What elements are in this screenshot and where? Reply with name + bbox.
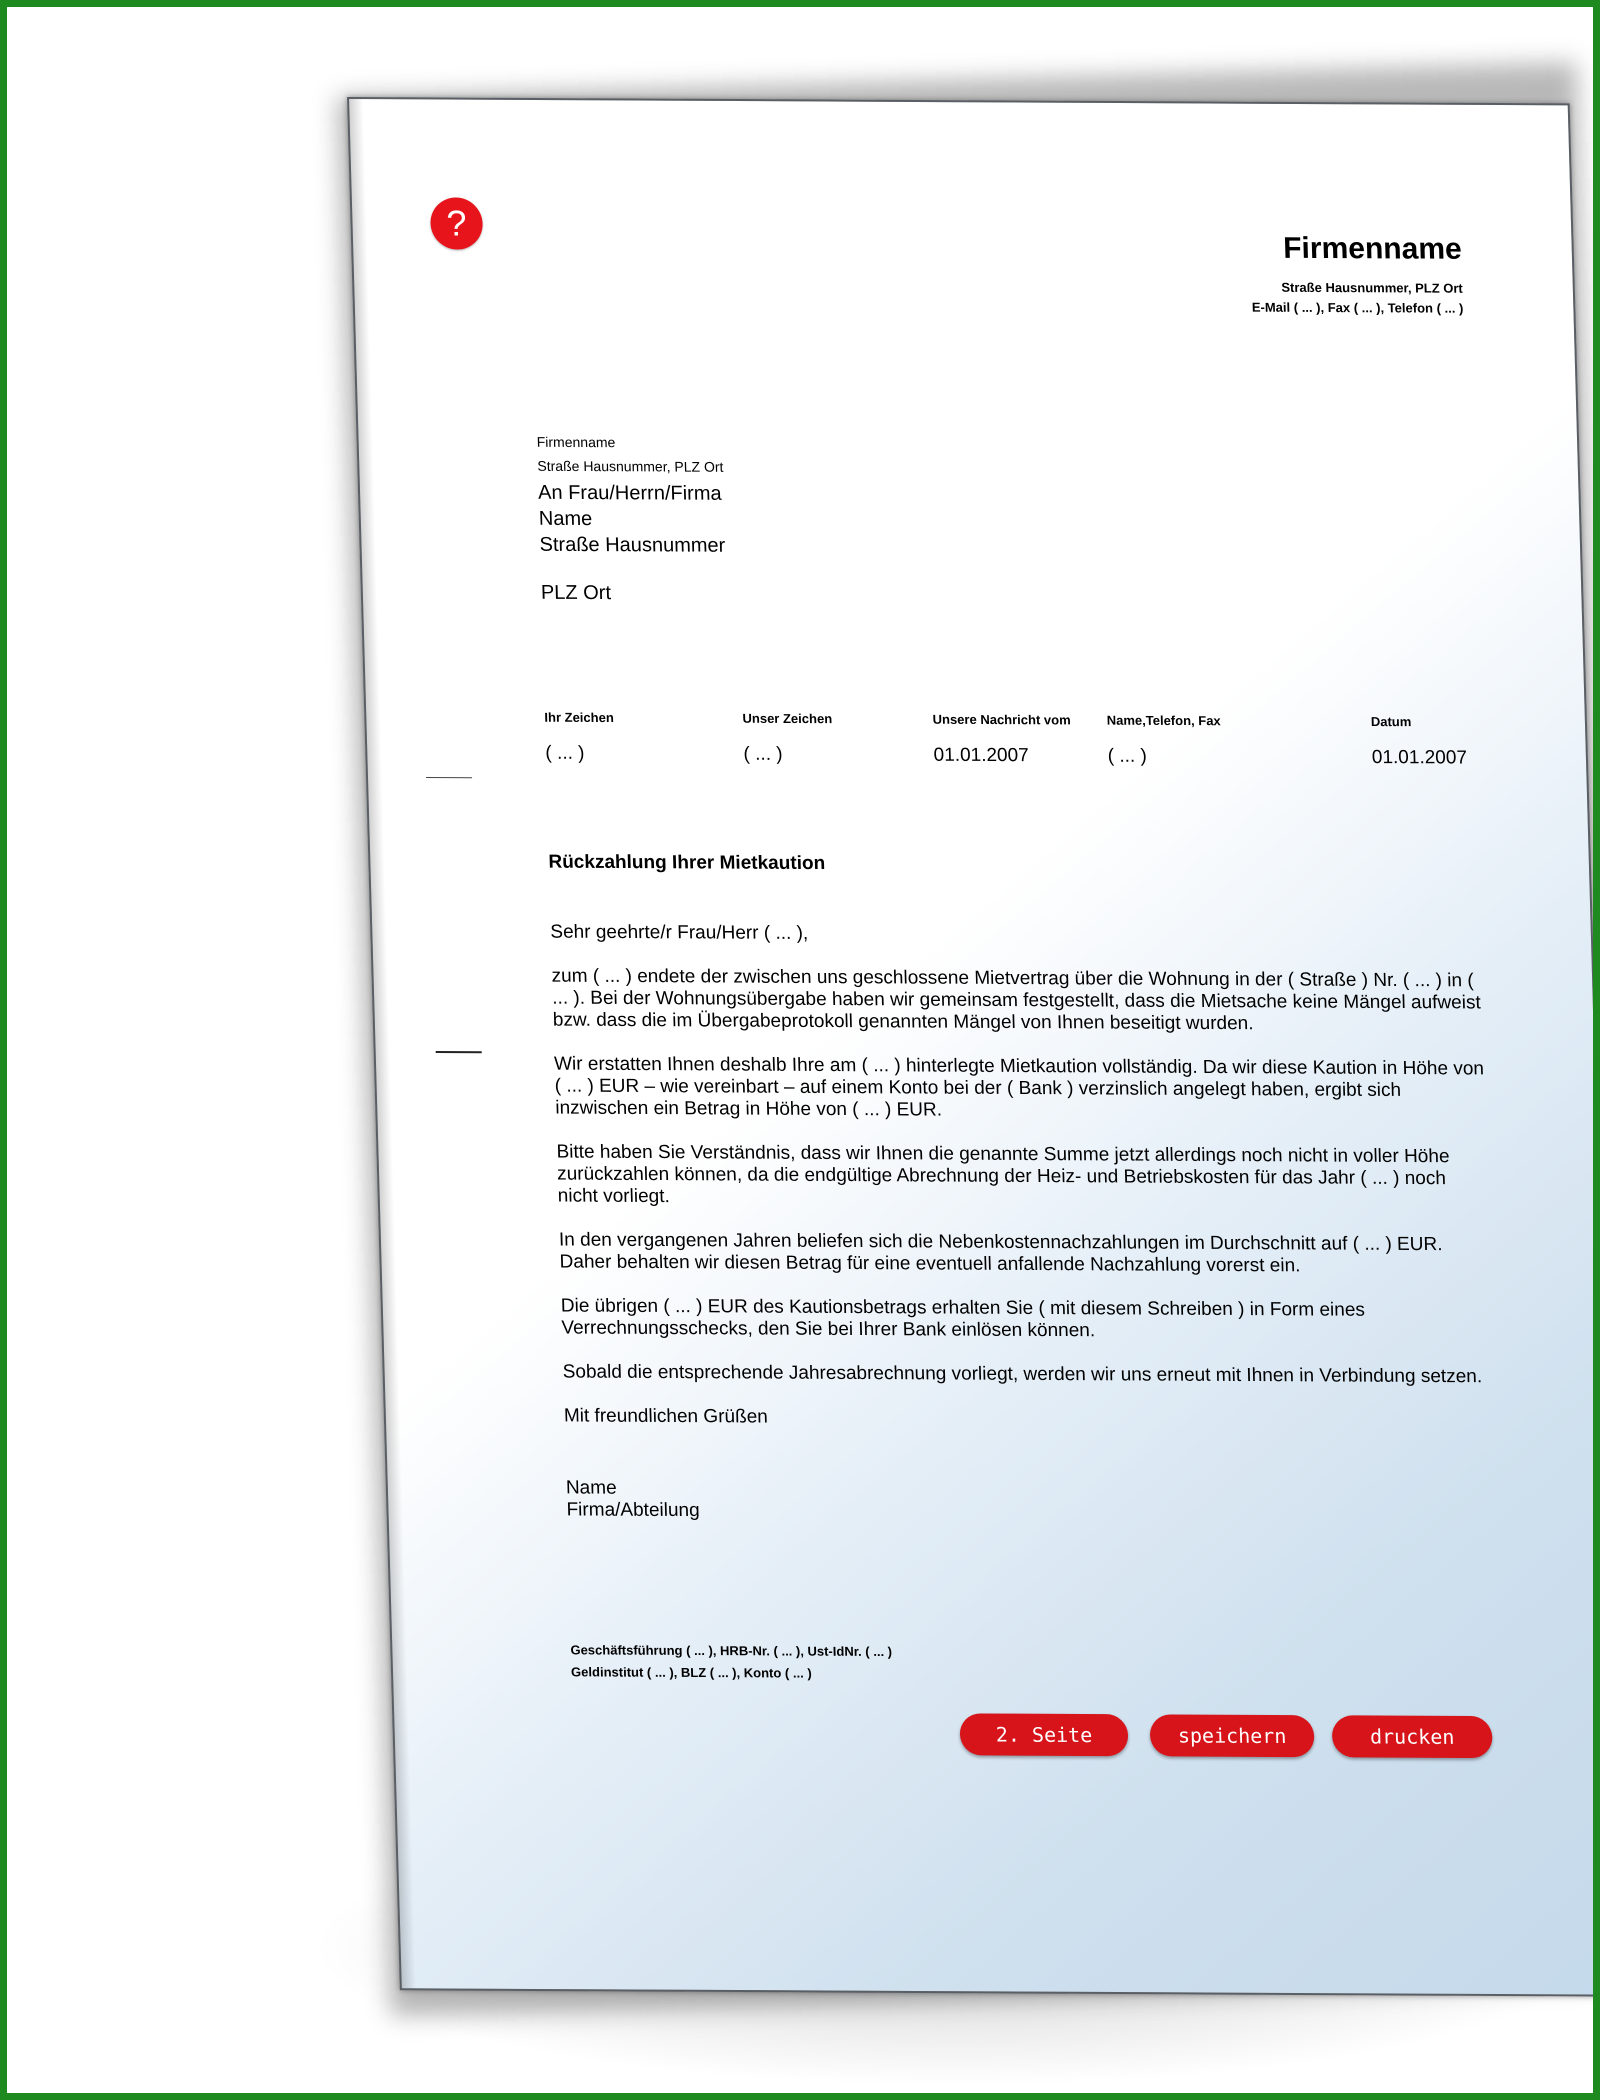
reference-unsere-nachricht (932, 712, 1072, 768)
letter-body (550, 922, 1495, 1455)
recipient-address (538, 480, 727, 607)
reference-line (544, 710, 1487, 795)
recipient-salutation-line: An Frau/Herrn/Firma (537, 481, 722, 505)
reference-label: Datum (1370, 714, 1412, 730)
letter-paragraph: Wir erstatten Ihnen deshalb Ihre am ( ... ) hinterlegte Mietkaution vollständig. Da wir diese Kaution in Höhe von ( ... ) EUR – wie vereinbart – auf einem Konto bei der ( Bank ) verzinslich angelegt haben, ergibt sich inzwischen ein Betrag in Höhe von ( ... ) EUR. (553, 1053, 1485, 1121)
sender-line (536, 430, 723, 479)
reference-date (1371, 714, 1468, 769)
letterhead-company: Firmenname (1282, 231, 1463, 266)
reference-value: ( ... ) (743, 743, 783, 765)
recipient-name: Name (538, 507, 593, 531)
letter-page (347, 97, 1600, 1997)
reference-unser-zeichen (742, 711, 833, 766)
letter-footer (570, 1639, 893, 1685)
letter-paragraph: Sobald die entsprechende Jahresabrechnung vorliegt, werden wir uns erneut mit Ihnen in Verbindung setzen. (562, 1361, 1483, 1388)
recipient-street: Straße Hausnummer (539, 533, 726, 557)
reference-label: Unser Zeichen (742, 710, 833, 727)
save-button[interactable]: speichern (1149, 1714, 1314, 1757)
letter-paragraph: zum ( ... ) endete der zwischen uns geschlossene Mietvertrag über die Wohnung in der ( Straße ) Nr. ( ... ) in ( ... ). Bei der Wohnungsübergabe haben wir gemeinsam festgestellt, dass die Mietsache keine Mängel aufweist bzw. dass die im Übergabeprotokoll genannten Mängel von Ihnen beseitigt wurden. (551, 965, 1482, 1035)
letterhead-address: Straße Hausnummer, PLZ Ort (1281, 279, 1463, 296)
print-button[interactable]: drucken (1332, 1715, 1493, 1758)
letter-closing: Mit freundlichen Grüßen (563, 1405, 769, 1428)
letter-paragraph: Bitte haben Sie Verständnis, dass wir Ihnen die genannte Summe jetzt allerdings noch nicht in voller Höhe zurückzahlen können, da die endgültige Abrechnung der Heiz- und Betriebskosten für das Jahr ( ... ) noch nicht vorliegt. (556, 1141, 1450, 1208)
letter-paragraph: Die übrigen ( ... ) EUR des Kautionsbetrags erhalten Sie ( mit diesem Schreiben ) in Form eines Verrechnungsschecks, den Sie bei Ihrer Bank einlösen können. (560, 1295, 1366, 1342)
reference-value: ( ... ) (1107, 745, 1148, 767)
signature-name: Name (565, 1477, 617, 1499)
fold-mark-top (426, 777, 472, 778)
letter-paragraph: In den vergangenen Jahren beliefen sich die Nebenkostennachzahlungen im Durchschnitt auf ( ... ) EUR. Daher behalten wir diesen Betrag für eine eventuell anfallende Nachzahlung vorerst ein. (558, 1229, 1443, 1277)
sender-company: Firmenname (536, 433, 616, 451)
signature-block (566, 1477, 700, 1522)
help-icon[interactable]: ? (430, 197, 483, 249)
letter-greeting: Sehr geehrte/r Frau/Herr ( ... ), (550, 921, 809, 944)
letter-subject: Rückzahlung Ihrer Mietkaution (548, 851, 826, 875)
reference-value: ( ... ) (545, 742, 585, 764)
reference-label: Ihr Zeichen (544, 709, 614, 726)
footer-line-bank: Geldinstitut ( ... ), BLZ ( ... ), Konto ( ... ) (570, 1664, 812, 1681)
action-buttons (959, 1713, 1521, 1766)
reference-value: 01.01.2007 (1371, 747, 1468, 769)
reference-ihr-zeichen (544, 710, 615, 765)
reference-value: 01.01.2007 (933, 744, 1030, 767)
second-page-button[interactable]: 2. Seite (959, 1713, 1128, 1756)
sender-address: Straße Hausnummer, PLZ Ort (537, 457, 724, 475)
letterhead (1250, 232, 1464, 319)
letterhead-contact: E-Mail ( ... ), Fax ( ... ), Telefon ( ... ) (1251, 299, 1464, 316)
recipient-city: PLZ Ort (540, 581, 612, 605)
reference-contact (1106, 713, 1222, 769)
reference-label: Name,Telefon, Fax (1106, 712, 1221, 729)
signature-department: Firma/Abteilung (566, 1499, 700, 1522)
footer-line-management: Geschäftsführung ( ... ), HRB-Nr. ( ... ), Ust-IdNr. ( ... ) (570, 1642, 893, 1660)
reference-label: Unsere Nachricht vom (932, 711, 1071, 728)
fold-mark-middle (436, 1051, 482, 1053)
